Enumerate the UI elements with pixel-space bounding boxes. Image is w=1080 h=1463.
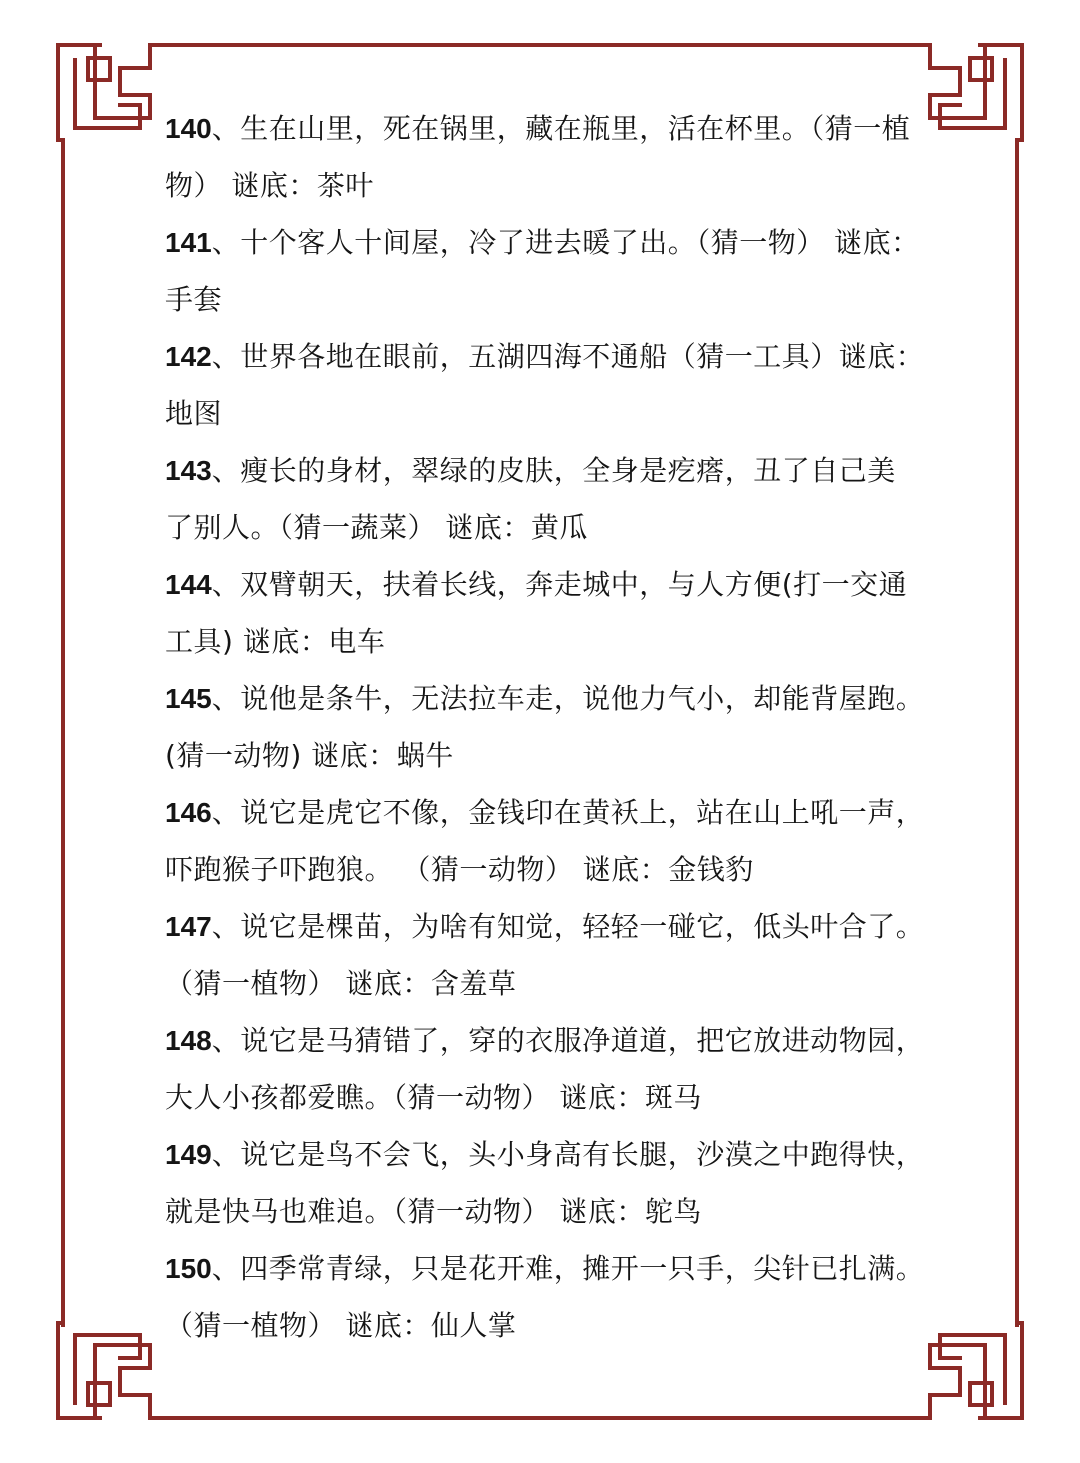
meander-pattern — [58, 45, 150, 140]
riddle-150-line-2 — [165, 1306, 516, 1346]
riddle-text: (猜一动物) 谜底：蜗牛 — [165, 739, 454, 772]
riddle-146-line-1 — [165, 793, 924, 833]
riddle-147-line-1 — [165, 907, 924, 947]
riddle-number: 144 — [165, 569, 212, 600]
riddle-150-line-1 — [165, 1249, 924, 1289]
riddle-148-line-1 — [165, 1021, 924, 1061]
riddle-number: 147 — [165, 911, 212, 942]
riddle-143-line-2 — [165, 508, 588, 548]
riddle-text: 、说他是条牛，无法拉车走，说他力气小，却能背屋跑。 — [211, 682, 925, 715]
riddle-143-line-1 — [165, 451, 896, 491]
frame-corner-top-left — [58, 45, 150, 140]
riddle-149-line-2 — [165, 1192, 702, 1232]
riddle-text: 工具) 谜底：电车 — [165, 625, 386, 658]
riddle-text: 、瘦长的身材，翠绿的皮肤，全身是疙瘩，丑了自己美 — [211, 454, 896, 487]
riddle-145-line-2 — [165, 736, 454, 776]
riddle-number: 148 — [165, 1025, 212, 1056]
riddle-number: 143 — [165, 455, 212, 486]
riddle-141-line-2 — [165, 280, 222, 320]
riddle-text: 、四季常青绿，只是花开难，摊开一只手，尖针已扎满。 — [211, 1252, 925, 1285]
riddle-140-line-2 — [165, 166, 374, 206]
riddle-145-line-1 — [165, 679, 924, 719]
riddle-number: 141 — [165, 227, 212, 258]
riddle-140-line-1 — [165, 109, 910, 149]
riddle-text: 、双臂朝天，扶着长线，奔走城中，与人方便(打一交通 — [211, 568, 908, 601]
riddle-text: 地图 — [165, 397, 223, 430]
riddle-142-line-1 — [165, 337, 924, 377]
frame-corner-bottom-left — [58, 1323, 150, 1418]
riddle-147-line-2 — [165, 964, 516, 1004]
frame-corner-bottom-right — [930, 1323, 1022, 1418]
riddle-144-line-1 — [165, 565, 907, 605]
riddle-text: 手套 — [165, 283, 223, 316]
riddle-141-line-1 — [165, 223, 920, 263]
riddle-149-line-1 — [165, 1135, 924, 1175]
riddle-text: 物） 谜底：茶叶 — [165, 169, 374, 202]
riddle-text: 、世界各地在眼前，五湖四海不通船（猜一工具）谜底： — [211, 340, 925, 373]
riddle-text: 、生在山里，死在锅里，藏在瓶里，活在杯里。（猜一植 — [211, 112, 911, 145]
riddle-148-line-2 — [165, 1078, 702, 1118]
riddle-text: 、说它是鸟不会飞，头小身高有长腿，沙漠之中跑得快， — [211, 1138, 925, 1171]
riddle-number: 150 — [165, 1253, 212, 1284]
riddle-text: 、说它是虎它不像，金钱印在黄袄上，站在山上吼一声， — [211, 796, 925, 829]
riddle-text: 吓跑猴子吓跑狼。 （猜一动物） 谜底：金钱豹 — [165, 853, 754, 886]
frame-corner-top-right — [930, 45, 1022, 140]
riddle-146-line-2 — [165, 850, 754, 890]
meander-pattern — [930, 45, 1022, 140]
riddle-number: 146 — [165, 797, 212, 828]
riddle-142-line-2 — [165, 394, 222, 434]
riddle-number: 142 — [165, 341, 212, 372]
riddle-text: 了别人。（猜一蔬菜） 谜底：黄瓜 — [165, 511, 588, 544]
riddle-text: （猜一植物） 谜底：仙人掌 — [165, 1309, 517, 1342]
riddle-text: 、说它是棵苗，为啥有知觉，轻轻一碰它，低头叶合了。 — [211, 910, 925, 943]
riddle-144-line-2 — [165, 622, 385, 662]
riddle-text: 就是快马也难追。（猜一动物） 谜底：鸵鸟 — [165, 1195, 702, 1228]
riddle-text: （猜一植物） 谜底：含羞草 — [165, 967, 517, 1000]
meander-pattern — [58, 1323, 150, 1418]
riddle-number: 140 — [165, 113, 212, 144]
riddle-text: 大人小孩都爱瞧。（猜一动物） 谜底：斑马 — [165, 1081, 702, 1114]
riddle-number: 145 — [165, 683, 212, 714]
riddle-text: 、十个客人十间屋，冷了进去暖了出。（猜一物） 谜底： — [211, 226, 920, 259]
meander-pattern — [930, 1323, 1022, 1418]
riddle-text: 、说它是马猜错了，穿的衣服净道道，把它放进动物园， — [211, 1024, 925, 1057]
riddle-number: 149 — [165, 1139, 212, 1170]
